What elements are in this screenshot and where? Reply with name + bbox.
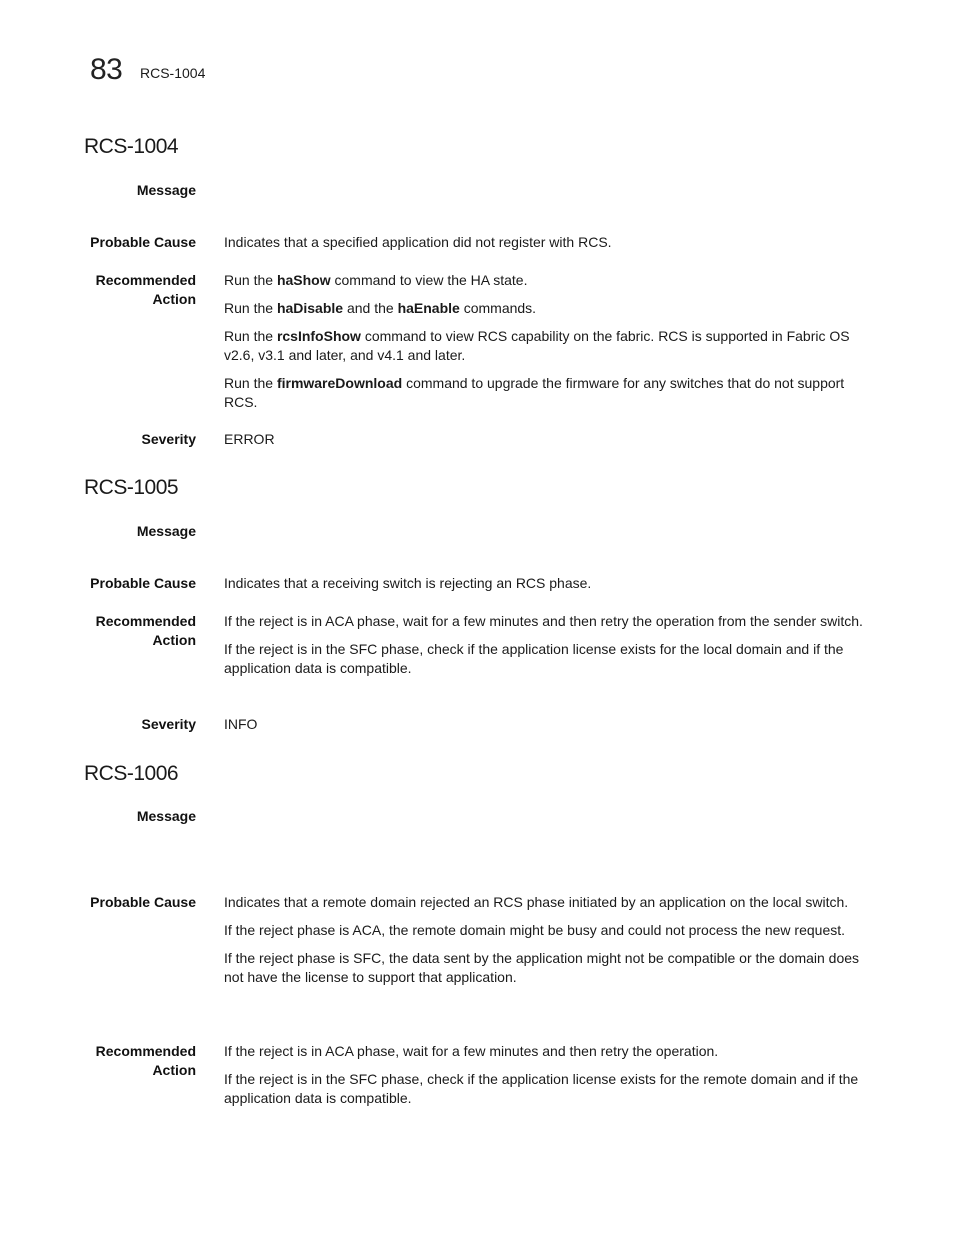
running-title: RCS-1004	[140, 65, 206, 81]
severity-label: Severity	[141, 431, 196, 447]
paragraph: If the reject phase is SFC, the data sent by the application might not be compatible or the domain does not have the license to support that application.	[224, 950, 860, 985]
recommended-action-text	[224, 1042, 872, 1108]
label-line: Action	[152, 632, 196, 648]
paragraph: Run the firmwareDownload command to upgrade the firmware for any switches that do not support RCS.	[224, 375, 845, 410]
paragraph: If the reject is in ACA phase, wait for a few minutes and then retry the operation from the sender switch.	[224, 613, 863, 629]
message-label: Message	[136, 182, 196, 198]
section-title: RCS-1004	[84, 135, 179, 158]
severity-value: ERROR	[224, 431, 275, 447]
recommended-action-text	[224, 271, 872, 412]
command-name: haShow	[276, 272, 331, 288]
paragraph: If the reject phase is ACA, the remote domain might be busy and could not process the new request.	[224, 922, 846, 938]
severity-value: INFO	[224, 716, 258, 732]
command-name: haEnable	[397, 300, 460, 316]
chapter-number: 83	[90, 53, 123, 86]
probable-cause-label: Probable Cause	[90, 894, 196, 910]
paragraph: Run the rcsInfoShow command to view RCS capability on the fabric. RCS is supported in Fabric OS v2.6, v3.1 and later, and v4.1 and later.	[224, 328, 850, 363]
paragraph: Indicates that a remote domain rejected an RCS phase initiated by an application on the local switch.	[224, 894, 849, 910]
label-line: Recommended	[95, 1043, 196, 1059]
paragraph: Run the haDisable and the haEnable commands.	[224, 300, 537, 316]
severity-label: Severity	[141, 716, 196, 732]
section-title: RCS-1006	[84, 762, 179, 785]
section-title: RCS-1005	[84, 476, 179, 499]
message-label: Message	[136, 523, 196, 539]
label-line: Recommended	[95, 272, 196, 288]
command-name: haDisable	[276, 300, 344, 316]
label-line: Recommended	[95, 613, 196, 629]
recommended-action-label	[56, 271, 196, 309]
paragraph: If the reject is in the SFC phase, check if the application license exists for the local domain and if the application data is compatible.	[224, 641, 844, 676]
command-name: firmwareDownload	[276, 375, 403, 391]
recommended-action-label	[56, 1042, 196, 1080]
paragraph: If the reject is in ACA phase, wait for a few minutes and then retry the operation.	[224, 1043, 719, 1059]
probable-cause-label: Probable Cause	[90, 234, 196, 250]
paragraph: Indicates that a specified application did not register with RCS.	[224, 234, 612, 250]
label-line: Action	[152, 1062, 196, 1078]
paragraph: Run the haShow command to view the HA state.	[224, 272, 528, 288]
message-label: Message	[136, 808, 196, 824]
label-line: Action	[152, 291, 196, 307]
recommended-action-text	[224, 612, 872, 678]
probable-cause-label: Probable Cause	[90, 575, 196, 591]
paragraph: If the reject is in the SFC phase, check if the application license exists for the remote domain and if the application data is compatible.	[224, 1071, 859, 1106]
probable-cause-text	[224, 233, 872, 252]
paragraph: Indicates that a receiving switch is rejecting an RCS phase.	[224, 575, 592, 591]
probable-cause-text	[224, 574, 872, 593]
recommended-action-label	[56, 612, 196, 650]
probable-cause-text	[224, 893, 872, 987]
command-name: rcsInfoShow	[276, 328, 361, 344]
